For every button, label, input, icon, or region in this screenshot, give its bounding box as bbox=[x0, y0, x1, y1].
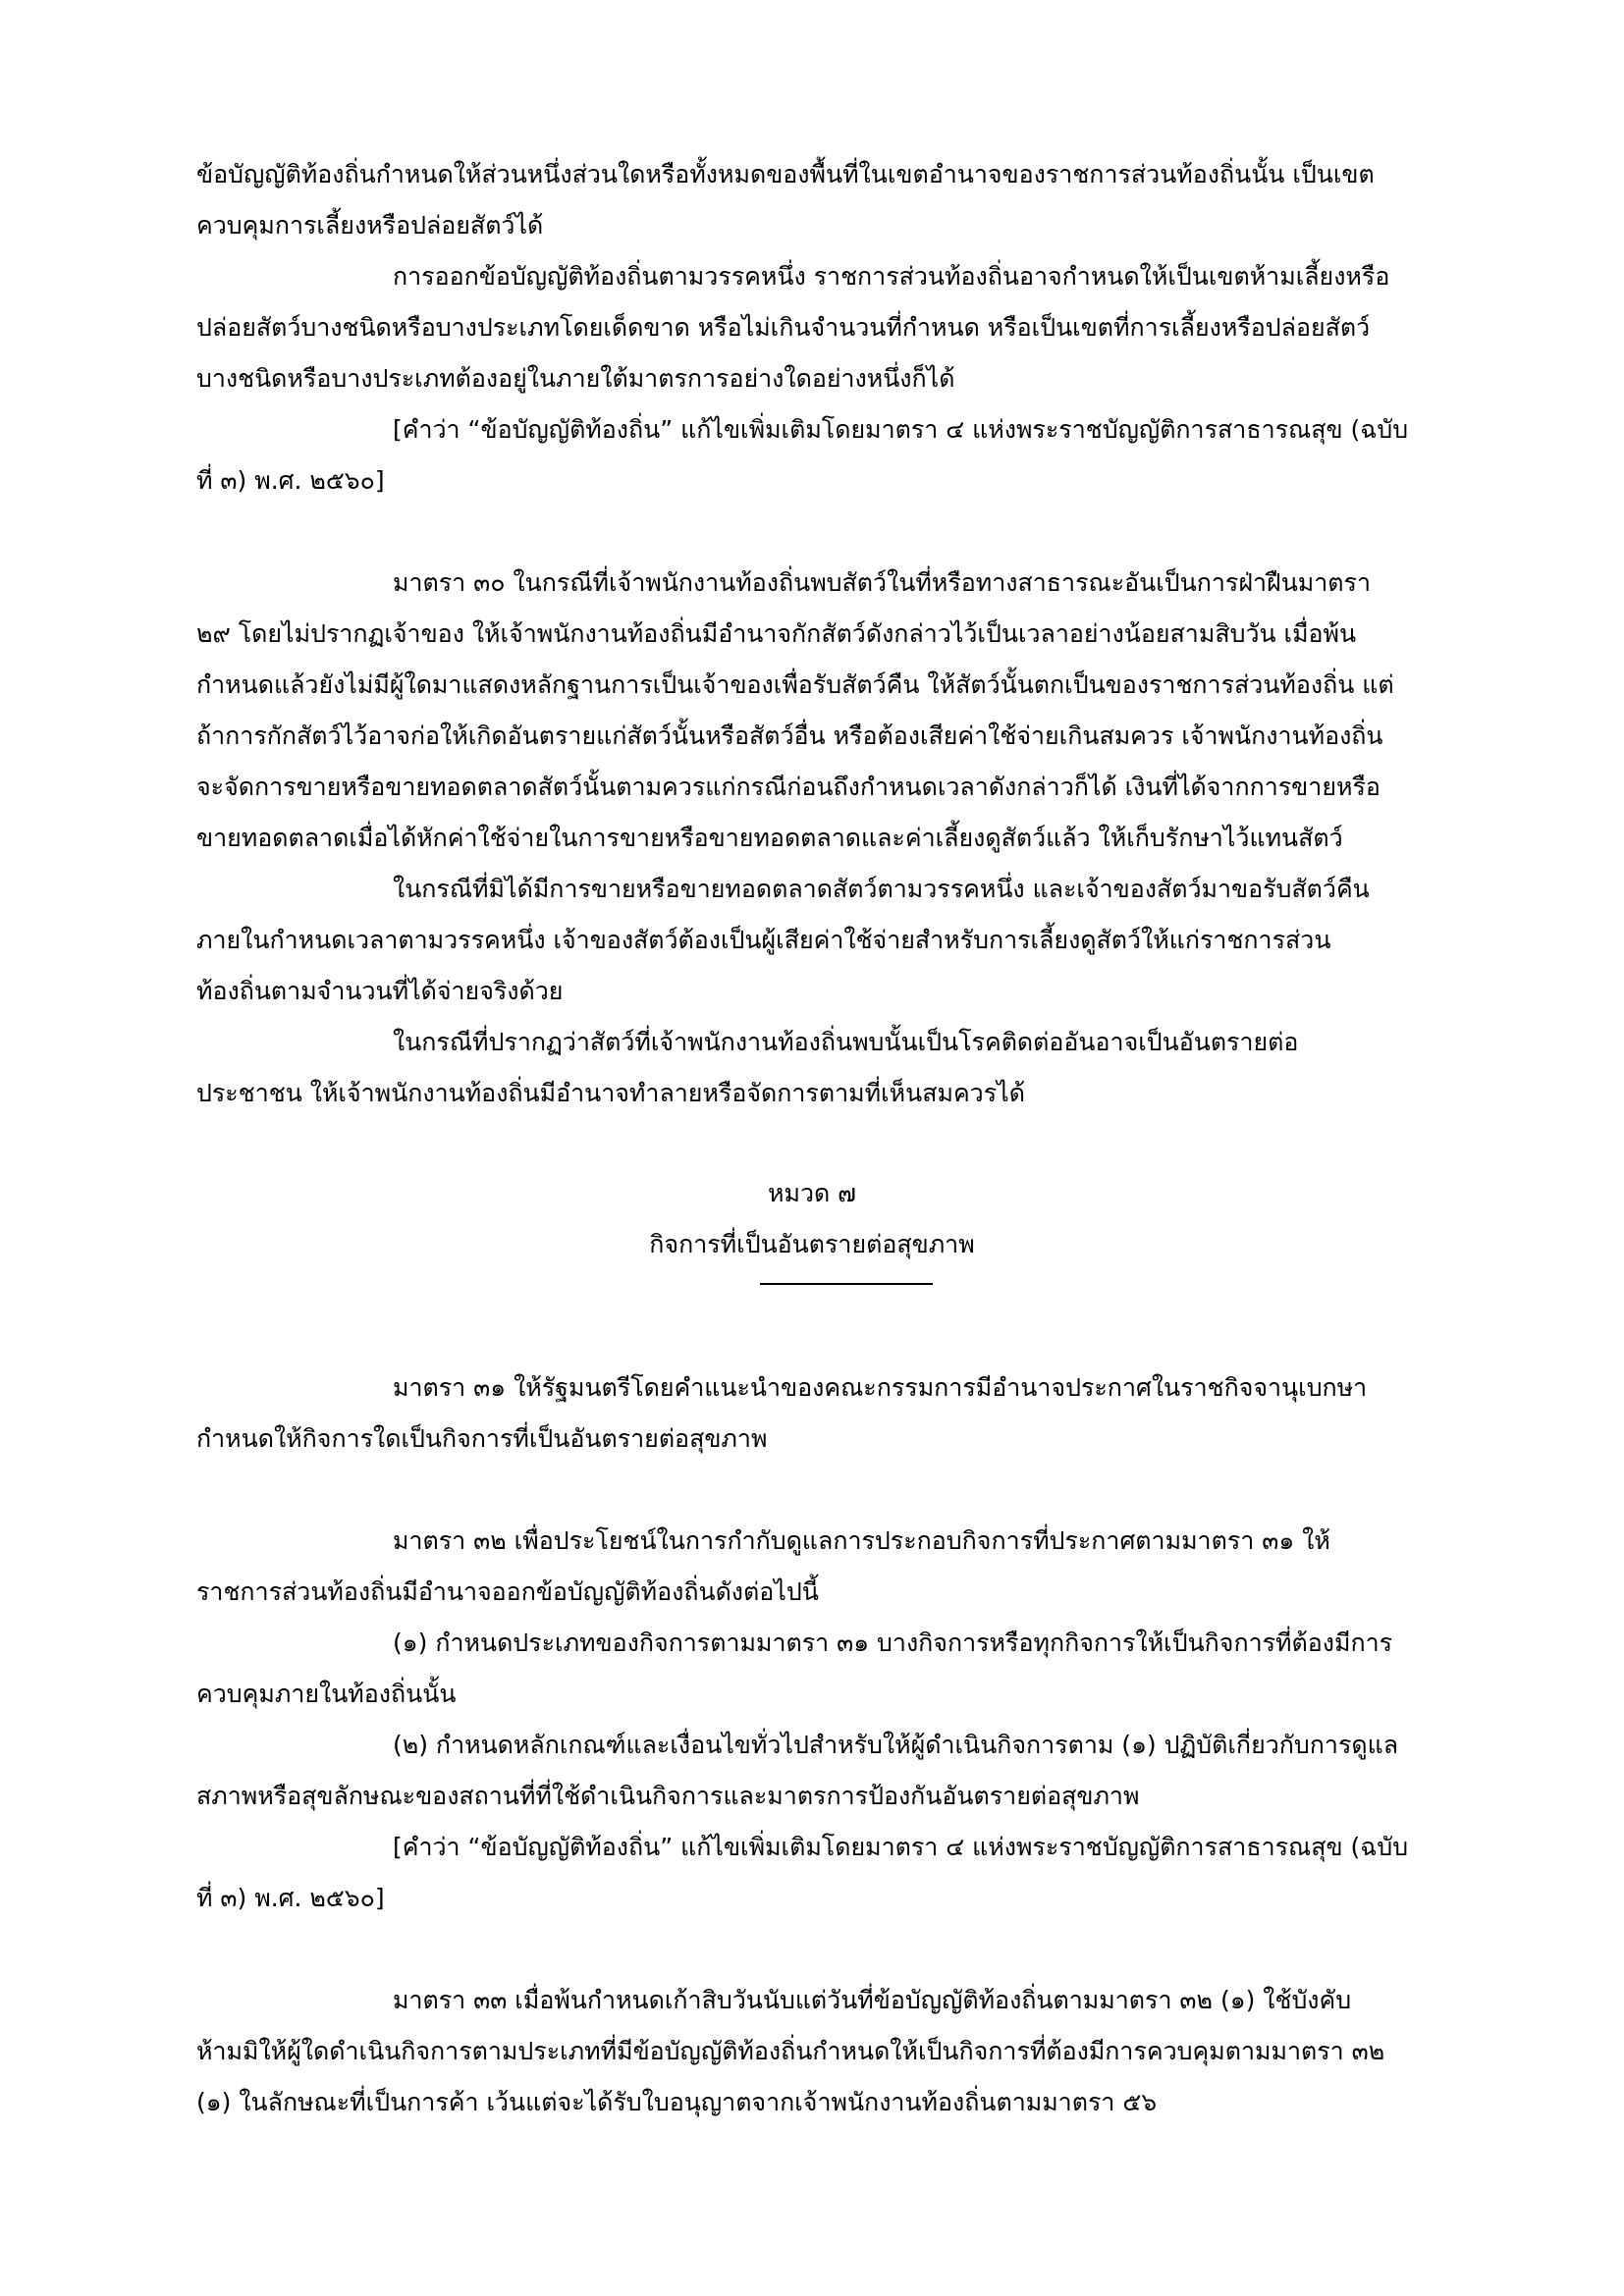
chapter-number: หมวด ๗ bbox=[768, 1179, 856, 1207]
paragraph-line: บางชนิดหรือบางประเภทต้องอยู่ในภายใต้มาตรการอย่างใดอย่างหนึ่งก็ได้ bbox=[196, 364, 955, 393]
section-33-line: มาตรา ๓๓ เมื่อพ้นกำหนดเก้าสิบวันนับแต่วันที่ข้อบัญญัติท้องถิ่นตามมาตรา ๓๒ (๑) ใช้บังคับ bbox=[393, 1986, 1352, 2014]
section-30-line: ถ้าการกักสัตว์ไว้อาจก่อให้เกิดอันตรายแก่สัตว์นั้นหรือสัตว์อื่น หรือต้องเสียค่าใช้จ่ายเกินสมควร เจ้าพนักงานท้องถิ่น bbox=[196, 721, 1383, 750]
section-32-item-2: (๒) กำหนดหลักเกณฑ์และเงื่อนไขทั่วไปสำหรับให้ผู้ดำเนินกิจการตาม (๑) ปฏิบัติเกี่ยวกับการดูแล bbox=[393, 1731, 1399, 1759]
section-31-line: กำหนดให้กิจการใดเป็นกิจการที่เป็นอันตรายต่อสุขภาพ bbox=[196, 1424, 768, 1453]
section-30-line: จะจัดการขายหรือขายทอดตลาดสัตว์นั้นตามควรแก่กรณีก่อนถึงกำหนดเวลาดังกล่าวก็ได้ เงินที่ได้จากการขายหรือ bbox=[196, 773, 1380, 801]
amendment-note: ที่ ๓) พ.ศ. ๒๕๖๐] bbox=[196, 1884, 385, 1912]
amendment-note: [คำว่า “ข้อบัญญัติท้องถิ่น” แก้ไขเพิ่มเติมโดยมาตรา ๔ แห่งพระราชบัญญัติการสาธารณสุข (ฉบับ bbox=[393, 1833, 1409, 1861]
section-32-item-1: ควบคุมภายในท้องถิ่นนั้น bbox=[196, 1680, 457, 1708]
section-30-line: ในกรณีที่มิได้มีการขายหรือขายทอดตลาดสัตว์ตามวรรคหนึ่ง และเจ้าของสัตว์มาขอรับสัตว์คืน bbox=[393, 875, 1370, 903]
amendment-note: ที่ ๓) พ.ศ. ๒๕๖๐] bbox=[196, 466, 385, 495]
section-32-line: มาตรา ๓๒ เพื่อประโยชน์ในการกำกับดูแลการประกอบกิจการที่ประกาศตามมาตรา ๓๑ ให้ bbox=[393, 1526, 1330, 1555]
section-32-item-1: (๑) กำหนดประเภทของกิจการตามมาตรา ๓๑ บางกิจการหรือทุกกิจการให้เป็นกิจการที่ต้องมีการ bbox=[393, 1629, 1393, 1657]
section-30-line: ประชาชน ให้เจ้าพนักงานท้องถิ่นมีอำนาจทำลายหรือจัดการตามที่เห็นสมควรได้ bbox=[196, 1079, 1025, 1107]
paragraph-line: ข้อบัญญัติท้องถิ่นกำหนดให้ส่วนหนึ่งส่วนใดหรือทั้งหมดของพื้นที่ในเขตอำนาจของราชการส่วนท้องถิ่นนั้น เป็นเขต bbox=[196, 160, 1375, 188]
paragraph-line: การออกข้อบัญญัติท้องถิ่นตามวรรคหนึ่ง ราชการส่วนท้องถิ่นอาจกำหนดให้เป็นเขตห้ามเลี้ยงหรือ bbox=[393, 262, 1390, 291]
section-30-line: มาตรา ๓๐ ในกรณีที่เจ้าพนักงานท้องถิ่นพบสัตว์ในที่หรือทางสาธารณะอันเป็นการฝ่าฝืนมาตรา bbox=[393, 568, 1371, 597]
section-33-line: (๑) ในลักษณะที่เป็นการค้า เว้นแต่จะได้รับใบอนุญาตจากเจ้าพนักงานท้องถิ่นตามมาตรา ๕๖ bbox=[196, 2088, 1158, 2116]
amendment-note: [คำว่า “ข้อบัญญัติท้องถิ่น” แก้ไขเพิ่มเติมโดยมาตรา ๔ แห่งพระราชบัญญัติการสาธารณสุข (ฉบับ bbox=[393, 415, 1409, 444]
section-30-line: กำหนดแล้วยังไม่มีผู้ใดมาแสดงหลักฐานการเป็นเจ้าของเพื่อรับสัตว์คืน ให้สัตว์นั้นตกเป็นของราชการส่วนท้องถิ่น แต่ bbox=[196, 670, 1394, 699]
section-30-line: ๒๙ โดยไม่ปรากฏเจ้าของ ให้เจ้าพนักงานท้องถิ่นมีอำนาจกักสัตว์ดังกล่าวไว้เป็นเวลาอย่างน้อยสามสิบวัน เมื่อพ้น bbox=[196, 619, 1357, 648]
section-31-line: มาตรา ๓๑ ให้รัฐมนตรีโดยคำแนะนำของคณะกรรมการมีอำนาจประกาศในราชกิจจานุเบกษา bbox=[393, 1373, 1368, 1402]
paragraph-line: ปล่อยสัตว์บางชนิดหรือบางประเภทโดยเด็ดขาด หรือไม่เกินจำนวนที่กำหนด หรือเป็นเขตที่การเลี้ยงหรือปล่อยสัตว์ bbox=[196, 313, 1371, 342]
section-30-line: ขายทอดตลาดเมื่อได้หักค่าใช้จ่ายในการขายหรือขายทอดตลาดและค่าเลี้ยงดูสัตว์แล้ว ให้เก็บรักษาไว้แทนสัตว์ bbox=[196, 824, 1343, 852]
section-32-item-2: สภาพหรือสุขลักษณะของสถานที่ที่ใช้ดำเนินกิจการและมาตรการป้องกันอันตรายต่อสุขภาพ bbox=[196, 1782, 1140, 1810]
section-30-line: ในกรณีที่ปรากฏว่าสัตว์ที่เจ้าพนักงานท้องถิ่นพบนั้นเป็นโรคติดต่ออันอาจเป็นอันตรายต่อ bbox=[393, 1028, 1299, 1056]
chapter-divider bbox=[760, 1283, 933, 1285]
section-33-line: ห้ามมิให้ผู้ใดดำเนินกิจการตามประเภทที่มีข้อบัญญัติท้องถิ่นกำหนดให้เป็นกิจการที่ต้องมีการควบคุมตามมาตรา ๓๒ bbox=[196, 2037, 1385, 2065]
section-30-line: ท้องถิ่นตามจำนวนที่ได้จ่ายจริงด้วย bbox=[196, 977, 564, 1005]
section-32-line: ราชการส่วนท้องถิ่นมีอำนาจออกข้อบัญญัติท้องถิ่นดังต่อไปนี้ bbox=[196, 1577, 819, 1606]
section-30-line: ภายในกำหนดเวลาตามวรรคหนึ่ง เจ้าของสัตว์ต้องเป็นผู้เสียค่าใช้จ่ายสำหรับการเลี้ยงดูสัตว์ให้แก่ราชการส่วน bbox=[196, 926, 1331, 954]
chapter-title: กิจการที่เป็นอันตรายต่อสุขภาพ bbox=[649, 1230, 975, 1258]
paragraph-line: ควบคุมการเลี้ยงหรือปล่อยสัตว์ได้ bbox=[196, 211, 544, 240]
